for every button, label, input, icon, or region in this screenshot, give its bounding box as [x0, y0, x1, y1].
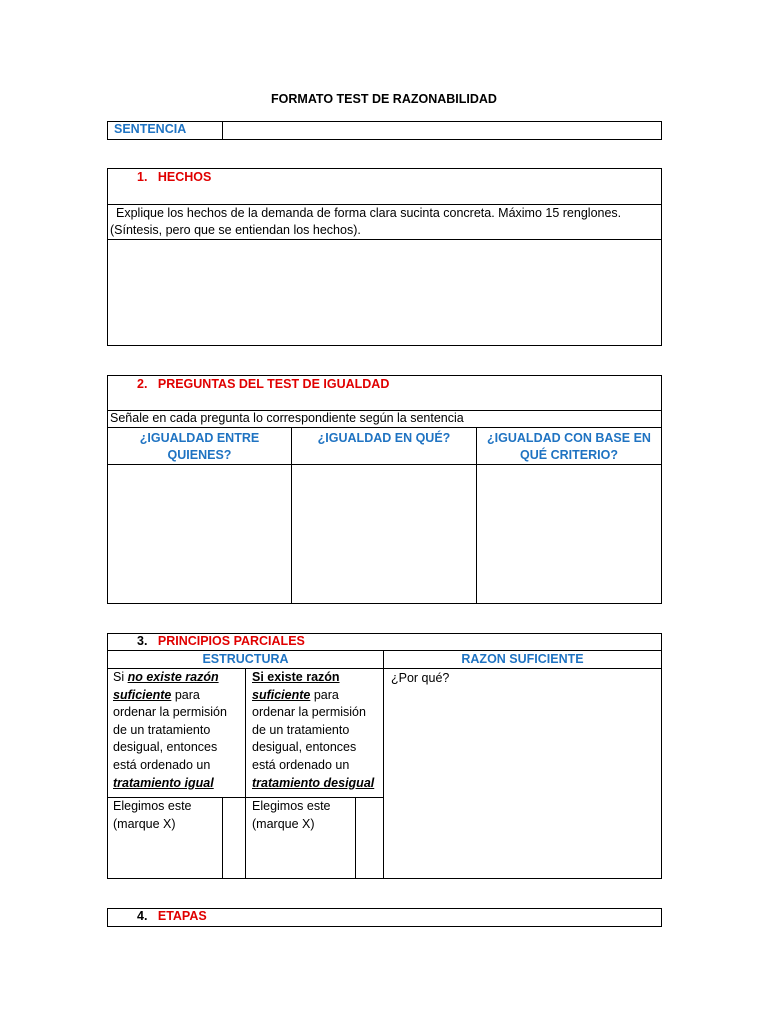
preguntas-col3-line2: QUÉ CRITERIO? [520, 448, 618, 462]
rule-right-l5: desigual, entonces [252, 740, 357, 755]
elegimos-igual-label [113, 798, 192, 833]
rule-right-l4: de un tratamiento [252, 722, 350, 737]
preguntas-col3-line1: ¿IGUALDAD CON BASE EN [487, 431, 651, 445]
rule-left-l5: desigual, entonces [113, 740, 218, 755]
rule-left-l3: ordenar la permisión [113, 705, 227, 720]
razon-suficiente-header: RAZON SUFICIENTE [461, 652, 584, 666]
etapas-number: 4. [137, 909, 148, 923]
hechos-title: HECHOS [157, 170, 212, 184]
preguntas-col1-header: ¿IGUALDAD ENTRE QUIENES? [139, 431, 260, 462]
principios-col-divider-main [383, 650, 384, 879]
preguntas-title: PREGUNTAS DEL TEST DE IGUALDAD [157, 377, 390, 391]
preguntas-instruction: Señale en cada pregunta lo correspondiente según la sentencia [110, 411, 464, 425]
principios-number: 3. [137, 634, 148, 648]
preguntas-answer-quienes[interactable] [108, 465, 291, 603]
preguntas-divider-2 [107, 427, 662, 428]
rule-right-l3: ordenar la permisión [252, 705, 366, 720]
por-que-label: ¿Por qué? [391, 671, 450, 685]
rule-left-l2a: suficiente [113, 687, 172, 702]
preguntas-number: 2. [137, 377, 148, 391]
preguntas-heading [137, 376, 389, 393]
rule-right-l2a: suficiente [252, 687, 311, 702]
principios-title: PRINCIPIOS PARCIALES [157, 634, 305, 648]
rule-left-l1a: Si [113, 670, 128, 684]
rule-right-l7: tratamiento desigual [252, 775, 375, 790]
rule-left-l4: de un tratamiento [113, 722, 211, 737]
elegimos-desigual-label [252, 798, 331, 833]
preguntas-col3-header [477, 430, 661, 464]
mark-x-igual-checkbox[interactable] [223, 798, 245, 878]
rule-left-l6: está ordenado un [113, 757, 211, 772]
rule-left-l2b: para [171, 687, 200, 702]
hechos-heading [137, 169, 211, 186]
principios-heading [137, 633, 305, 650]
preguntas-col2-header: ¿IGUALDAD EN QUÉ? [317, 431, 451, 445]
rule-right-l6: está ordenado un [252, 757, 350, 772]
razon-suficiente-answer[interactable] [385, 690, 660, 878]
trato-desigual-rule [252, 669, 374, 792]
preguntas-answer-criterio[interactable] [477, 465, 661, 603]
hechos-instruction-1: Explique los hechos de la demanda de forma clara sucinta concreta. Máximo 15 renglones. [116, 206, 622, 220]
elegimos-right-l1: Elegimos este [252, 799, 331, 813]
hechos-divider-2 [107, 239, 662, 240]
rule-left-l1b: no existe razón [127, 670, 219, 684]
rule-right-l1: Si existe razón [252, 670, 340, 684]
hechos-instruction-2: (Síntesis, pero que se entiendan los hechos). [110, 223, 361, 237]
hechos-number: 1. [137, 170, 148, 184]
elegimos-right-l2: (marque X) [252, 816, 315, 831]
elegimos-left-l2: (marque X) [113, 816, 176, 831]
etapas-heading [137, 908, 207, 925]
estructura-header: ESTRUCTURA [202, 652, 289, 666]
rule-right-l2b: para [310, 687, 339, 702]
preguntas-answer-que[interactable] [292, 465, 476, 603]
etapas-title: ETAPAS [157, 909, 207, 923]
elegimos-left-l1: Elegimos este [113, 799, 192, 813]
sentencia-divider [222, 121, 223, 140]
rule-left-l7: tratamiento igual [113, 775, 214, 790]
document-title: FORMATO TEST DE RAZONABILIDAD [271, 92, 497, 106]
sentencia-input[interactable] [225, 121, 659, 138]
trato-igual-rule [113, 669, 227, 792]
sentencia-label: SENTENCIA [114, 122, 187, 136]
principios-col-divider-left [245, 668, 246, 879]
hechos-answer-area[interactable] [109, 241, 660, 344]
mark-x-desigual-checkbox[interactable] [356, 798, 383, 878]
